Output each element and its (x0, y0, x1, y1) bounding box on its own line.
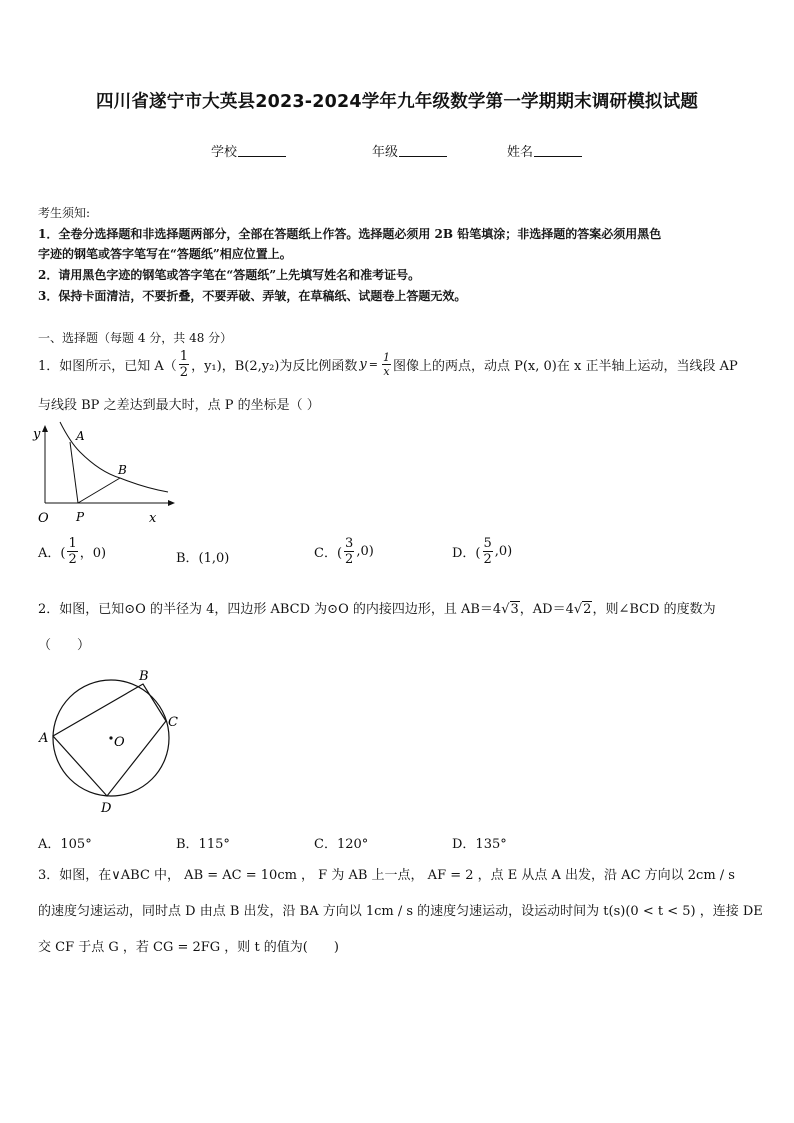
name-field[interactable] (507, 141, 582, 160)
q2-option-a[interactable]: A．105° (38, 837, 92, 852)
label-y: y (33, 427, 41, 442)
q1-func-y: y (359, 357, 367, 372)
q1-option-a-den: 2 (68, 552, 77, 567)
notice-heading: 考生须知: (38, 206, 91, 220)
grade-field[interactable] (372, 141, 447, 160)
q1-option-c-num: 3 (345, 536, 354, 551)
q1-option-c-pre: C．( (314, 546, 343, 561)
q1-func-den: x (383, 365, 390, 378)
school-blank[interactable] (238, 144, 286, 157)
q1-text-3: 图像上的两点，动点 P(x, 0)在 x 正半轴上运动，当线段 AP (392, 359, 738, 374)
q3-line2: 的速度匀速运动，同时点 D 由点 B 出发，沿 BA 方向以 1cm / s 的速度匀速运动，设运动时间为 t(s)(0 < t < 5) ，连接 DE (38, 904, 763, 919)
center-dot (109, 736, 112, 739)
q1-figure (30, 420, 180, 530)
q1-option-d[interactable] (452, 537, 512, 566)
q2-option-c[interactable]: C．120° (314, 837, 369, 852)
notice-item-1a: 1．全卷分选择题和非选择题两部分，全部在答题纸上作答。选择题必须用 2B 铅笔填涂；非选择题的答案必须用黑色 (38, 227, 662, 241)
name-label: 姓名 (507, 145, 534, 160)
q1-func-eq: = (368, 358, 378, 371)
q1-option-c-post: ,0) (356, 544, 374, 559)
q2-text-3: ，则∠BCD 的度数为 (592, 602, 716, 617)
q2-text-2: ，AD＝4 (519, 602, 574, 617)
q1-option-d-num: 5 (483, 536, 492, 551)
q1-option-a-num: 1 (68, 536, 77, 551)
label-a: A (39, 731, 49, 746)
q1-func-num: 1 (382, 351, 390, 364)
label-o: O (38, 511, 49, 526)
q3-line3: 交 CF 于点 G ，若 CG = 2FG ，则 t 的值为( ) (38, 940, 339, 955)
sqrt-icon: √ (573, 602, 583, 617)
school-label: 学校 (211, 145, 238, 160)
q2-option-d[interactable]: D．135° (452, 837, 507, 852)
q1-option-c-den: 2 (345, 552, 354, 567)
x-axis-arrow-icon (168, 500, 175, 506)
q1-func-fraction (382, 352, 391, 377)
q1-text-1: 1．如图所示，已知 A（ (38, 359, 177, 374)
q1-option-b[interactable]: B．(1,0) (176, 551, 230, 566)
segment-ap (70, 442, 78, 503)
q1-frac-den: 2 (179, 365, 189, 380)
q2-line1 (38, 598, 716, 617)
q1-option-d-pre: D．( (452, 546, 481, 561)
grade-blank[interactable] (399, 144, 447, 157)
q1-option-a[interactable] (38, 537, 106, 566)
q1-option-a-post: ，0) (79, 546, 107, 561)
grade-label: 年级 (372, 145, 399, 160)
notice-item-2: 2．请用黑色字迹的钢笔或答字笔在“答题纸”上先填写姓名和准考证号。 (38, 268, 421, 282)
q1-option-d-frac (483, 537, 493, 566)
q2-sqrt-1: 3 (510, 602, 519, 617)
label-d: D (101, 801, 112, 815)
label-o: O (114, 735, 125, 750)
sqrt-icon: √ (501, 602, 510, 617)
q1-line1 (38, 350, 738, 379)
page-title: 四川省遂宁市大英县2023-2024学年九年级数学第一学期期末调研模拟试题 (95, 92, 699, 112)
q2-text-1: 2．如图，已知⊙O 的半径为 4，四边形 ABCD 为⊙O 的内接四边形，且 AB＝4 (38, 602, 502, 617)
label-x: x (149, 511, 157, 526)
notice-item-3: 3．保持卡面清洁，不要折叠，不要弄破、弄皱，在草稿纸、试题卷上答题无效。 (38, 289, 467, 303)
label-b: B (118, 463, 127, 477)
label-p: P (76, 510, 85, 524)
label-c: C (168, 715, 178, 730)
q2-figure (36, 665, 186, 815)
q2-line2: （ ） (38, 638, 91, 653)
q1-option-a-frac (67, 537, 77, 566)
q2-option-b[interactable]: B．115° (176, 837, 230, 852)
q1-frac-num: 1 (179, 349, 189, 364)
name-blank[interactable] (534, 144, 582, 157)
segment-bp (78, 478, 120, 503)
q1-option-a-pre: A．( (38, 546, 66, 561)
q1-option-c-frac (344, 537, 354, 566)
q1-option-c[interactable] (314, 537, 374, 566)
q1-fraction (179, 350, 189, 379)
label-b: B (139, 669, 149, 684)
y-axis-arrow-icon (42, 425, 48, 432)
q1-option-d-den: 2 (483, 552, 492, 567)
school-field[interactable] (211, 141, 286, 160)
q3-line1: 3．如图，在∨ABC 中， AB = AC = 10cm ， F 为 AB 上一点， AF = 2 ，点 E 从点 A 出发，沿 AC 方向以 2cm / s (38, 868, 735, 883)
q1-text-2: ，y₁)，B(2,y₂)为反比例函数 (191, 359, 358, 374)
q1-line2: 与线段 BP 之差达到最大时，点 P 的坐标是（ ） (38, 398, 320, 413)
section-heading: 一、选择题（每题 4 分，共 48 分） (38, 331, 233, 345)
label-a: A (76, 429, 85, 443)
notice-item-1b: 字迹的钢笔或答字笔写在“答题纸”相应位置上。 (38, 247, 292, 261)
q2-sqrt-2: 2 (583, 602, 592, 617)
q1-option-d-post: ,0) (494, 544, 513, 559)
